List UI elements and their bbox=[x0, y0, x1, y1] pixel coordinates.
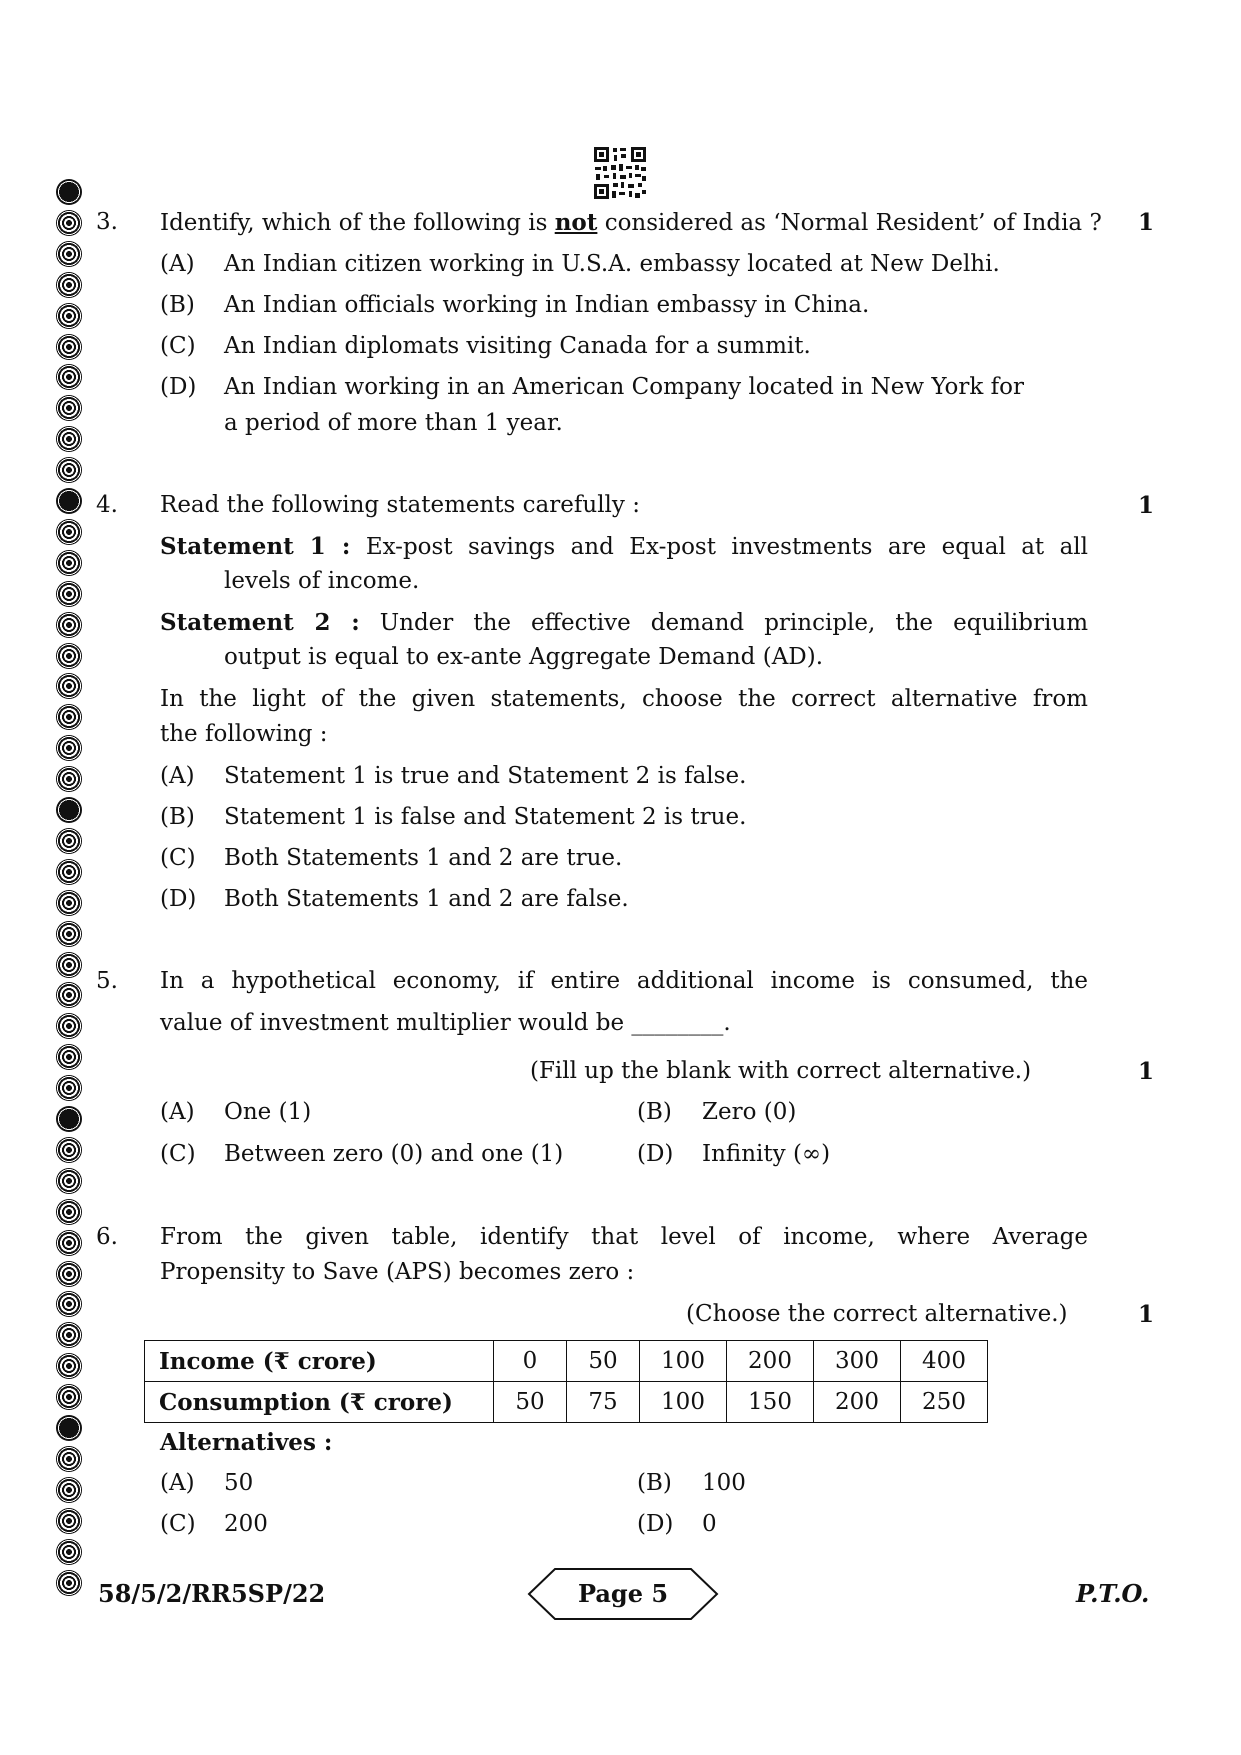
margin-marker-solid bbox=[56, 797, 82, 823]
statement-1-line1 bbox=[160, 535, 1088, 559]
statement-2-line1 bbox=[160, 611, 1088, 635]
q5-option-d-label: (D) bbox=[637, 1141, 674, 1167]
income-consumption-table bbox=[144, 1340, 988, 1423]
q3-option-d-label: (D) bbox=[160, 374, 197, 400]
table-cell: 150 bbox=[727, 1382, 814, 1423]
margin-marker-ring bbox=[56, 1230, 82, 1256]
statement-1-line2: levels of income. bbox=[224, 568, 420, 594]
statement-2-text: Under the effective demand principle, the equilibrium bbox=[379, 610, 1089, 636]
margin-marker-ring bbox=[56, 272, 82, 298]
q4-instruction-line2: the following : bbox=[160, 721, 328, 747]
q6-option-d-text: 0 bbox=[702, 1511, 717, 1537]
margin-marker-ring bbox=[56, 1291, 82, 1317]
question-3-stem-before: Identify, which of the following is bbox=[160, 210, 555, 236]
margin-marker-ring bbox=[56, 1446, 82, 1472]
margin-marker-ring bbox=[56, 1508, 82, 1534]
table-cell: 100 bbox=[640, 1341, 727, 1382]
margin-marker-ring bbox=[56, 550, 82, 576]
statement-1-text: Ex-post savings and Ex-post investments are equal at all bbox=[365, 534, 1088, 560]
question-5-stem-line1: In a hypothetical economy, if entire additional income is consumed, the bbox=[160, 968, 1088, 994]
statement-1-label: Statement 1 : bbox=[160, 533, 351, 560]
table-row bbox=[145, 1382, 988, 1423]
q6-option-c-text: 200 bbox=[224, 1511, 268, 1537]
margin-marker-ring bbox=[56, 334, 82, 360]
margin-marker-ring bbox=[56, 859, 82, 885]
q3-option-c-label: (C) bbox=[160, 333, 196, 359]
q4-option-b-text: Statement 1 is false and Statement 2 is true. bbox=[224, 804, 747, 830]
margin-marker-ring bbox=[56, 426, 82, 452]
question-6-stem-line1: From the given table, identify that level of income, where Average bbox=[160, 1224, 1088, 1250]
statement-2-label: Statement 2 : bbox=[160, 609, 360, 636]
margin-marker-ring bbox=[56, 735, 82, 761]
margin-marker-ring bbox=[56, 1477, 82, 1503]
margin-marker-ring bbox=[56, 982, 82, 1008]
margin-marker-ring bbox=[56, 457, 82, 483]
q3-option-a-label: (A) bbox=[160, 251, 195, 277]
margin-marker-ring bbox=[56, 1322, 82, 1348]
margin-marker-ring bbox=[56, 704, 82, 730]
statement-2-line2: output is equal to ex-ante Aggregate Demand (AD). bbox=[224, 644, 824, 670]
table-cell: 50 bbox=[567, 1341, 640, 1382]
margin-marker-solid bbox=[56, 1415, 82, 1441]
margin-marker-ring bbox=[56, 1261, 82, 1287]
margin-marker-ring bbox=[56, 890, 82, 916]
page-number: Page 5 bbox=[577, 1579, 669, 1608]
q4-option-b-label: (B) bbox=[160, 804, 195, 830]
question-3-stem-emphasis: not bbox=[554, 209, 598, 236]
q4-option-c-label: (C) bbox=[160, 845, 196, 871]
margin-marker-ring bbox=[56, 952, 82, 978]
q4-instruction-line1: In the light of the given statements, choose the correct alternative from bbox=[160, 686, 1088, 712]
q3-option-d-text-line2: a period of more than 1 year. bbox=[224, 410, 563, 436]
table-cell: 300 bbox=[814, 1341, 901, 1382]
question-3-stem-after: considered as ‘Normal Resident’ of India ? bbox=[597, 210, 1102, 236]
q4-option-c-text: Both Statements 1 and 2 are true. bbox=[224, 845, 623, 871]
margin-marker-ring bbox=[56, 1199, 82, 1225]
margin-marker-ring bbox=[56, 303, 82, 329]
table-cell: 250 bbox=[901, 1382, 988, 1423]
q3-option-b-text: An Indian officials working in Indian embassy in China. bbox=[224, 292, 870, 318]
question-5-marks: 1 bbox=[1138, 1058, 1155, 1085]
margin-marker-ring bbox=[56, 210, 82, 236]
q6-option-a-label: (A) bbox=[160, 1470, 195, 1496]
question-6-marks: 1 bbox=[1138, 1301, 1155, 1328]
margin-marker-ring bbox=[56, 921, 82, 947]
q4-option-d-label: (D) bbox=[160, 886, 197, 912]
q5-option-c-text: Between zero (0) and one (1) bbox=[224, 1141, 564, 1167]
question-4-number: 4. bbox=[96, 492, 118, 518]
margin-marker-ring bbox=[56, 612, 82, 638]
table-cell: 50 bbox=[494, 1382, 567, 1423]
question-3-marks: 1 bbox=[1138, 209, 1155, 236]
margin-marker-ring bbox=[56, 241, 82, 267]
margin-marker-solid bbox=[56, 179, 82, 205]
question-5-stem-line2: value of investment multiplier would be ________. bbox=[160, 1010, 731, 1036]
qr-code bbox=[593, 146, 647, 200]
q5-option-d-text: Infinity (∞) bbox=[702, 1141, 831, 1167]
margin-marker-ring bbox=[56, 1353, 82, 1379]
question-4-stem: Read the following statements carefully : bbox=[160, 492, 640, 518]
q3-option-c-text: An Indian diplomats visiting Canada for a summit. bbox=[224, 333, 811, 359]
margin-marker-ring bbox=[56, 519, 82, 545]
question-5-number: 5. bbox=[96, 968, 118, 994]
question-6-stem-line2: Propensity to Save (APS) becomes zero : bbox=[160, 1259, 635, 1285]
q5-option-b-label: (B) bbox=[637, 1099, 672, 1125]
q5-option-b-text: Zero (0) bbox=[702, 1099, 797, 1125]
question-6-number: 6. bbox=[96, 1224, 118, 1250]
q6-option-a-text: 50 bbox=[224, 1470, 254, 1496]
margin-marker-ring bbox=[56, 1168, 82, 1194]
q4-option-a-label: (A) bbox=[160, 763, 195, 789]
table-cell: 0 bbox=[494, 1341, 567, 1382]
pto-label: P.T.O. bbox=[1076, 1579, 1150, 1608]
q4-option-a-text: Statement 1 is true and Statement 2 is false. bbox=[224, 763, 747, 789]
q6-option-d-label: (D) bbox=[637, 1511, 674, 1537]
question-3-number: 3. bbox=[96, 209, 118, 235]
q6-option-b-text: 100 bbox=[702, 1470, 746, 1496]
q5-option-a-label: (A) bbox=[160, 1099, 195, 1125]
question-6-hint: (Choose the correct alternative.) bbox=[686, 1301, 1068, 1327]
alternatives-heading: Alternatives : bbox=[160, 1429, 333, 1456]
table-cell: 200 bbox=[814, 1382, 901, 1423]
margin-marker-ring bbox=[56, 1013, 82, 1039]
margin-marker-ring bbox=[56, 1539, 82, 1565]
margin-marker-ring bbox=[56, 643, 82, 669]
row-header-consumption: Consumption (₹ crore) bbox=[145, 1382, 494, 1423]
table-cell: 200 bbox=[727, 1341, 814, 1382]
q5-option-c-label: (C) bbox=[160, 1141, 196, 1167]
q3-option-a-text: An Indian citizen working in U.S.A. embassy located at New Delhi. bbox=[224, 251, 1000, 277]
margin-marker-ring bbox=[56, 1570, 82, 1596]
margin-marker-ring bbox=[56, 828, 82, 854]
table-cell: 400 bbox=[901, 1341, 988, 1382]
row-header-income: Income (₹ crore) bbox=[145, 1341, 494, 1382]
table-cell: 100 bbox=[640, 1382, 727, 1423]
question-5-hint: (Fill up the blank with correct alternative.) bbox=[530, 1058, 1032, 1084]
margin-marker-ring bbox=[56, 1044, 82, 1070]
q4-option-d-text: Both Statements 1 and 2 are false. bbox=[224, 886, 629, 912]
q5-option-a-text: One (1) bbox=[224, 1099, 312, 1125]
question-3-stem bbox=[160, 211, 1102, 235]
margin-marker-ring bbox=[56, 1137, 82, 1163]
table-cell: 75 bbox=[567, 1382, 640, 1423]
q3-option-b-label: (B) bbox=[160, 292, 195, 318]
question-4-marks: 1 bbox=[1138, 492, 1155, 519]
q6-option-b-label: (B) bbox=[637, 1470, 672, 1496]
margin-marker-ring bbox=[56, 673, 82, 699]
margin-marker-ring bbox=[56, 395, 82, 421]
page-indicator bbox=[527, 1567, 719, 1621]
margin-marker-solid bbox=[56, 1106, 82, 1132]
q3-option-d-text-line1: An Indian working in an American Company located in New York for bbox=[224, 374, 1024, 400]
margin-marker-ring bbox=[56, 1384, 82, 1410]
paper-code: 58/5/2/RR5SP/22 bbox=[98, 1579, 326, 1608]
margin-marker-ring bbox=[56, 766, 82, 792]
margin-marker-ring bbox=[56, 364, 82, 390]
q6-option-c-label: (C) bbox=[160, 1511, 196, 1537]
table-row bbox=[145, 1341, 988, 1382]
margin-marker-ring bbox=[56, 1075, 82, 1101]
margin-marker-solid bbox=[56, 488, 82, 514]
margin-marker-ring bbox=[56, 581, 82, 607]
